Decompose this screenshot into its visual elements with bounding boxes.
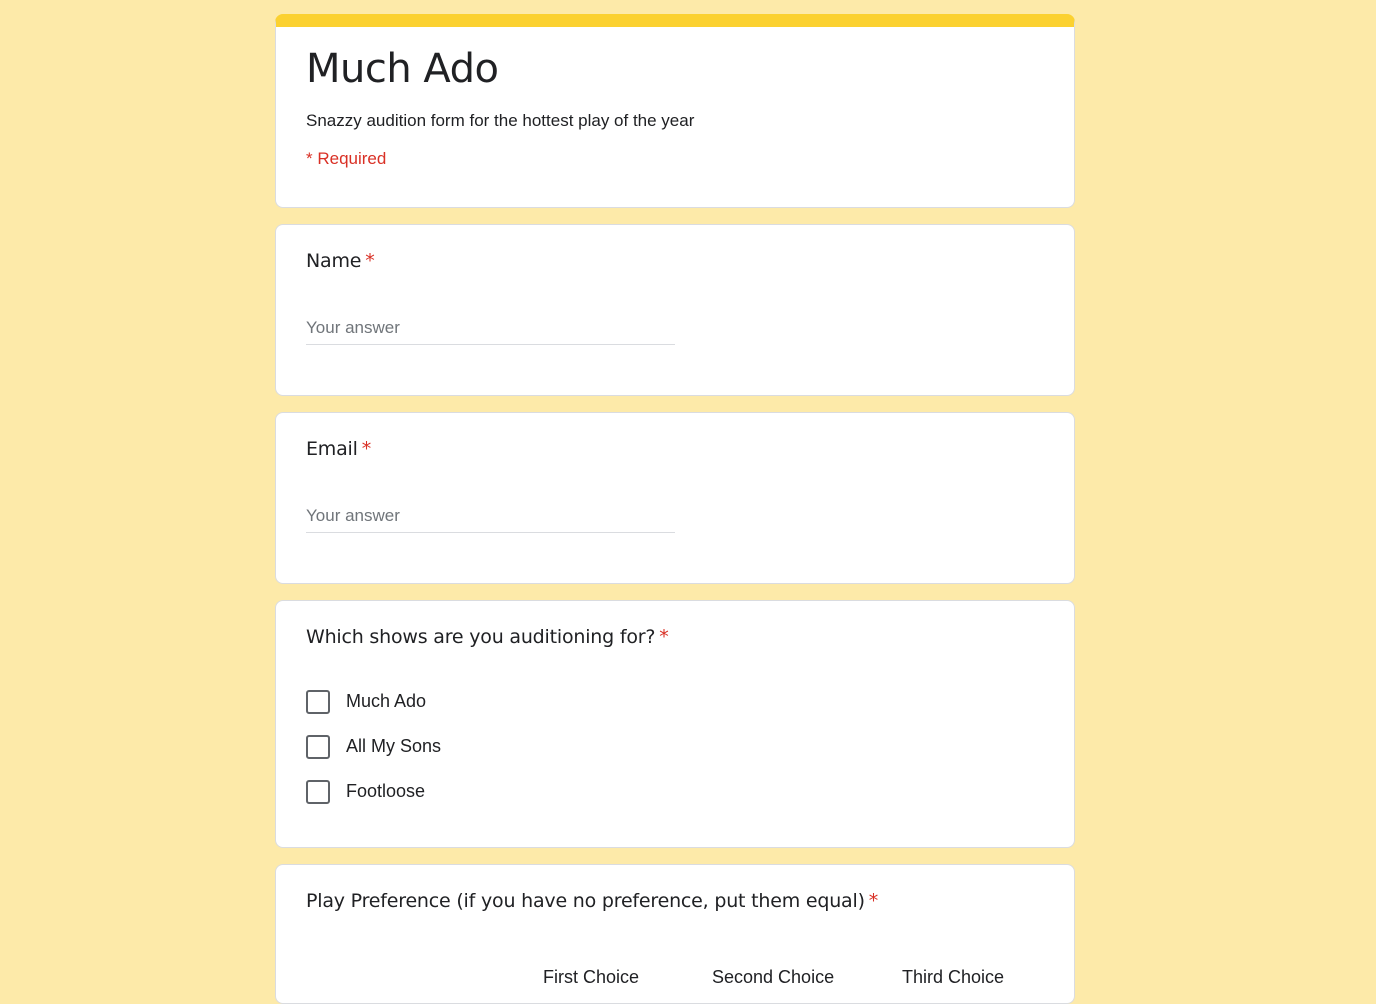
- question-label: Which shows are you auditioning for?: [306, 626, 656, 648]
- question-title: [306, 249, 1044, 273]
- checkbox-empty-icon[interactable]: [306, 690, 330, 714]
- checkbox-group: [306, 679, 1044, 814]
- option-label: Much Ado: [346, 691, 427, 711]
- question-title: [306, 889, 1044, 913]
- form-description: Snazzy audition form for the hottest play of the year: [306, 111, 695, 130]
- question-card-preference: [275, 864, 1075, 1004]
- question-card-email: [275, 412, 1075, 584]
- form-title: Much Ado: [306, 46, 499, 92]
- required-asterisk: *: [365, 250, 375, 272]
- grid-column-header: First Choice: [543, 967, 640, 987]
- required-note: * Required: [306, 149, 387, 168]
- form-container: [275, 14, 1075, 1004]
- question-label: Play Preference (if you have no preference, put them equal): [306, 890, 865, 912]
- question-title: [306, 625, 1044, 649]
- option-label: Footloose: [346, 781, 426, 801]
- email-input[interactable]: [306, 506, 675, 533]
- required-asterisk: *: [659, 626, 669, 648]
- question-label: Name: [306, 250, 362, 272]
- grid-column-header: Third Choice: [902, 967, 1005, 987]
- checkbox-option-footloose[interactable]: [306, 769, 1044, 814]
- grid-column-header: Second Choice: [712, 967, 835, 987]
- checkbox-empty-icon[interactable]: [306, 735, 330, 759]
- form-header-card: [275, 14, 1075, 208]
- checkbox-option-all-my-sons[interactable]: [306, 724, 1044, 769]
- option-label: All My Sons: [346, 736, 442, 756]
- question-title: [306, 437, 1044, 461]
- required-asterisk: *: [361, 438, 372, 460]
- checkbox-option-much-ado[interactable]: [306, 679, 1044, 724]
- required-asterisk: *: [868, 890, 879, 912]
- question-label: Email: [306, 438, 358, 460]
- question-card-shows: [275, 600, 1075, 848]
- checkbox-empty-icon[interactable]: [306, 780, 330, 804]
- name-input[interactable]: [306, 318, 675, 345]
- question-card-name: [275, 224, 1075, 396]
